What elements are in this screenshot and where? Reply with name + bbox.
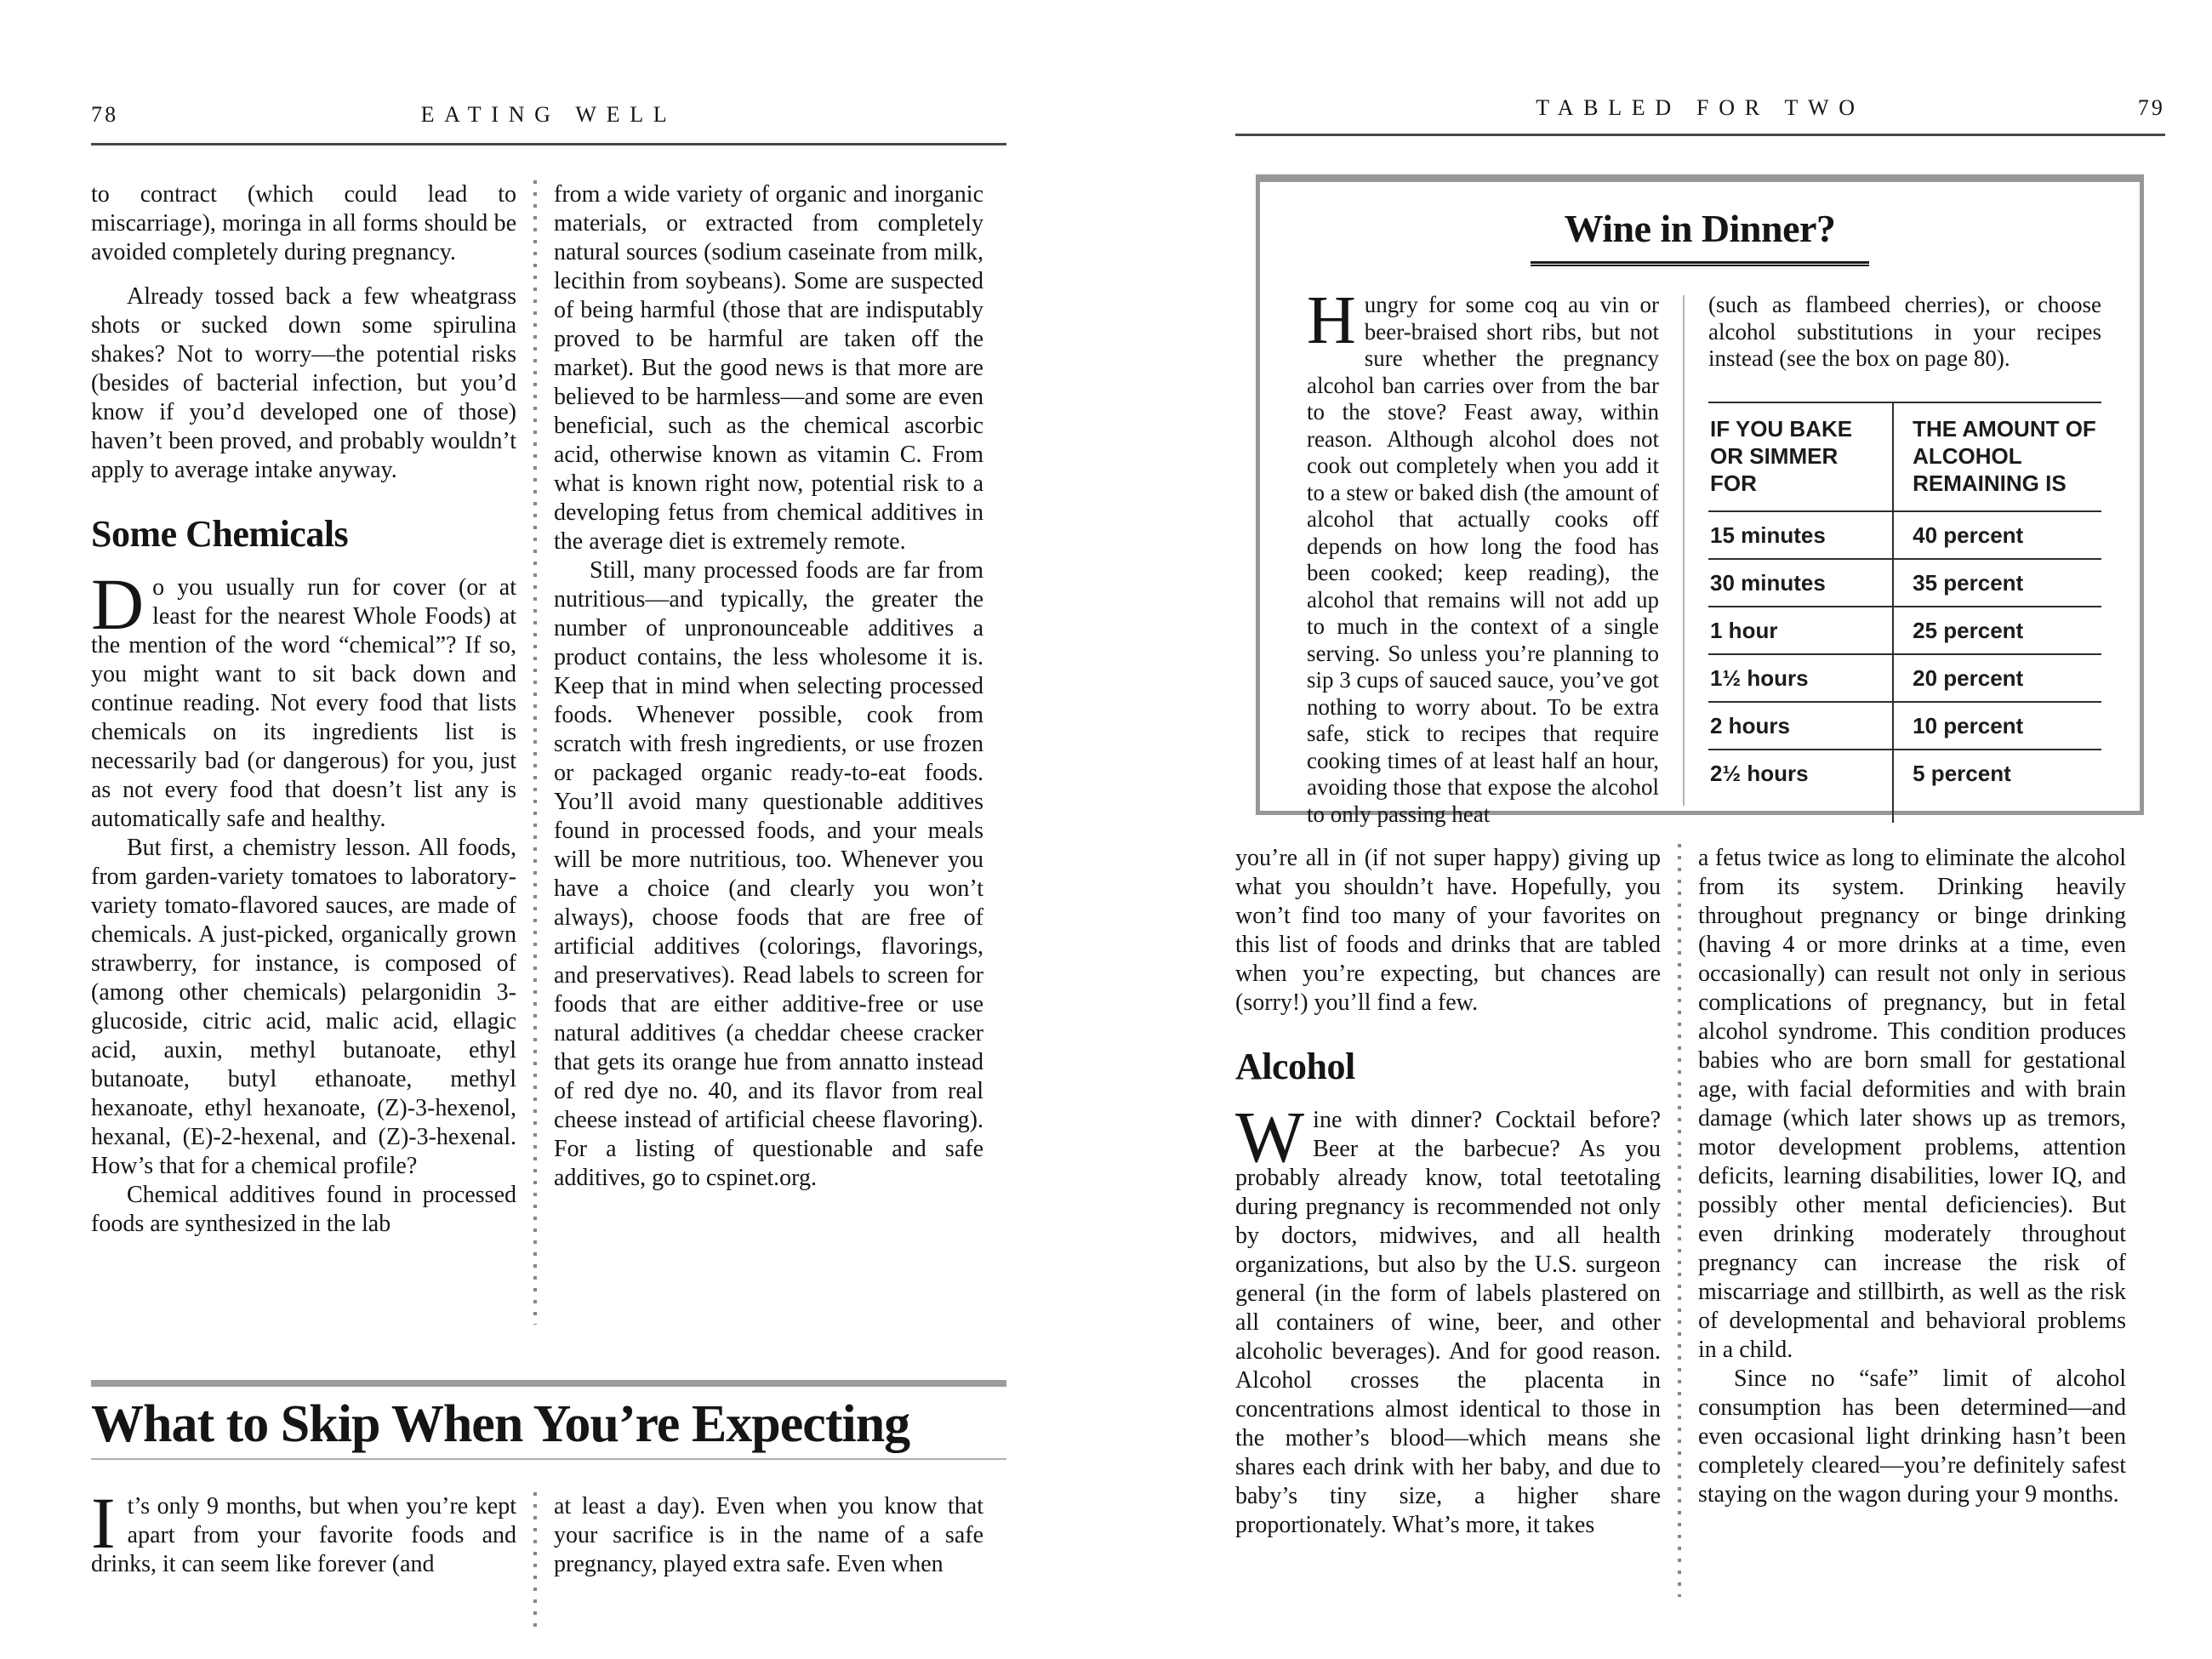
feature-heading: What to Skip When You’re Expecting [91,1395,910,1453]
paragraph: Already tossed back a few wheatgrass shots or sucked down some spirulina shakes? Not to worry—the potential risks (besides of bacterial infection, but you’d know if you’d developed one of those) haven’t been proved, and probably wouldn’t apply to average intake anyway. [91,283,516,483]
wine-box-column-2 [1708,292,2101,823]
alcohol-remaining-table [1708,402,2101,823]
paragraph [1307,283,1659,828]
paragraph [1235,1096,1661,1540]
paragraph: Chemical additives found in processed foods are synthesized in the lab [91,1182,516,1237]
paragraph-text: ine with dinner? Cocktail before? Beer at the barbecue? As you probably already know, total teetotaling during pregnancy is recommended not only by doctors, midwives, and all health organizations, but also by the U.S. surgeon general (in the form of labels plastered on all containers of wine, beer, and other alcoholic beverages). And for good reason. Alcohol crosses the placenta in concentrations almost identical to those in the mother’s blood—which means she shares each drink with her baby, and due to baby’s tiny size, a higher share proportionately. What’s more, it takes [1235,1107,1661,1538]
feature-column-2 [554,1492,983,1579]
table-cell: 1 hour [1708,607,1893,654]
table-row [1708,702,2101,750]
wine-box-title: Wine in Dinner? [1564,207,1836,250]
table-cell: 15 minutes [1708,511,1893,559]
page-number-left: 78 [91,102,119,127]
feature-column-1 [91,1482,516,1579]
wine-box-column-rule [1683,295,1685,806]
right-page-header [1235,95,2165,131]
paragraph: But first, a chemistry lesson. All foods, from garden-variety tomatoes to laboratory-variety tomato-flavored sauces, are made of chemicals. A just-picked, organically grown strawberry, for instance, is composed of (among other chemicals) pelargonidin 3-glucoside, citric acid, malic acid, ellagic acid, auxin, methyl butanoate, ethyl butanoate, butyl ethanoate, methyl hexanoate, ethyl hexanoate, (Z)-3-hexenol, hexanal, (E)-2-hexenal, and (Z)-3-hexenal. How’s that for a chemical profile? [91,835,516,1179]
feature-columns [91,1482,1006,1628]
table-cell: 1½ hours [1708,654,1893,702]
paragraph: Since no “safe” limit of alcohol consumption has been determined—and even occasional light drinking hasn’t been completely cleared—you’re definitely safest staying on the wagon during your 9 months. [1698,1365,2126,1508]
header-rule-right [1235,134,2165,136]
table-cell: 25 percent [1893,607,2101,654]
paragraph: Still, many processed foods are far from nutritious—and typically, the greater the number of unpronounceable additives a product contains, the less wholesome it is. Keep that in mind when selecting processed foods. Whenever possible, cook from scratch with fresh ingredients, or use frozen or packaged organic ready-to-eat foods. You’ll avoid many questionable additives found in processed foods, and your meals will be more nutritious, too. Whenever you have a choice (and clearly you won’t always), choose foods that are free of artificial additives (colorings, flavorings, and preservatives). Read labels to screen for foods that are either additive-free or use natural additives (a cheddar cheese cracker that gets its orange hue from annatto instead of red dye no. 40, and its flavor from real cheese instead of artificial cheese flavoring). For a listing of questionable and safe additives, go to cspinet.org. [554,557,983,1191]
paragraph: (such as flambeed cherries), or choose alcohol substitutions in your recipes instead (see the box on page 80). [1708,292,2101,371]
running-head-right: TABLED FOR TWO [1536,95,1865,120]
dropcap-i: I [91,1482,116,1564]
paragraph: a fetus twice as long to eliminate the alcohol from its system. Drinking heavily throughout pregnancy or binge drinking (having 4 or more drinks at a time, even occasionally) can result not only in serious complications of pregnancy, but in fetal alcohol syndrome. This condition produces babies who are born small for gestational age, with facial deformities and with brain damage (which later shows up as tremors, motor development problems, attention deficits, learning disabilities, lower IQ, and possibly other mental deficiencies). But even drinking moderately throughout pregnancy can increase the risk of miscarriage and stillbirth, as well as the risk of developmental and behavioral problems in a child. [1698,845,2126,1363]
dropcap-h: H [1307,283,1356,358]
paragraph-text: ungry for some coq au vin or beer-braised short ribs, but not sure whether the pregnancy alcohol ban carries over from the bar to the stove? Feast away, within reason. Although alcohol does not cook out completely when you add it to a stew or baked dish (the amount of alcohol that actually cooks off depends on how long the food has been cooked; keep reading), the alcohol that remains will not add up to much in the context of a single serving. So unless you’re planning to sip 3 cups of sauced sauce, you’ve got nothing to worry about. To be extra safe, stick to recipes that require cooking times of at least half an hour, avoiding those that expose the alcohol to only passing heat [1307,292,1659,827]
table-row [1708,559,2101,607]
some-chemicals-heading: Some Chemicals [91,513,349,555]
table-row [1708,607,2101,654]
table-header-row [1708,402,2101,511]
table-row [1708,750,2101,823]
feature-top-bar [91,1380,1006,1387]
table-header-cell: THE AMOUNT OF ALCOHOL REMAINING IS [1893,402,2101,511]
right-column-1 [1235,844,1661,1540]
table-cell: 2 hours [1708,702,1893,750]
table-cell: 2½ hours [1708,750,1893,823]
table-cell: 10 percent [1893,702,2101,750]
column-divider-dotted [533,1492,537,1628]
header-rule-left [91,143,1006,145]
left-page-header [91,102,1006,138]
paragraph: you’re all in (if not super happy) giving up what you shouldn’t have. Hopefully, you won’t find too many of your favorites on this list of foods and drinks that are tabled when you’re expecting, but chances are (sorry!) you’ll find a few. [1235,845,1661,1016]
feature-heading-rule [91,1458,1006,1460]
paragraph [91,1482,516,1579]
alcohol-heading: Alcohol [1235,1046,1355,1087]
right-page-columns [1235,844,2165,1597]
dropcap-d: D [91,563,145,645]
right-column-2 [1698,844,2126,1509]
column-divider-dotted [533,180,537,1325]
table-cell: 35 percent [1893,559,2101,607]
table-header-cell: IF YOU BAKE OR SIMMER FOR [1708,402,1893,511]
paragraph-text: o you usually run for cover (or at least for the nearest Whole Foods) at the mention of the word “chemical”? If so, you might want to sit back down and continue reading. Not every food that lists chemicals on its ingredients list is necessarily bad (or dangerous) for you, just as not every food that doesn’t list any is automatically safe and healthy. [91,574,516,832]
table-cell: 30 minutes [1708,559,1893,607]
left-page-columns [91,180,1006,1325]
paragraph: at least a day). Even when you know that your sacrifice is in the name of a safe pregnancy, played extra safe. Even when [554,1493,983,1577]
wine-in-dinner-box [1256,174,2144,827]
dropcap-w: W [1235,1096,1305,1177]
table-row [1708,511,2101,559]
left-column-1 [91,180,516,1239]
paragraph: from a wide variety of organic and inorganic materials, or extracted from completely natural sources (sodium caseinate from milk, lecithin from soybeans). Some are suspected of being harmful (those that are indisputably proved to be harmful are taken off the market). But the good news is that more are believed to be harmless—and some are even beneficial, such as the chemical ascorbic acid, otherwise known as vitamin C. From what is known right now, potential risk to a developing fetus from chemical additives in the average diet is extremely remote. [554,181,983,555]
table-row [1708,654,2101,702]
paragraph [91,563,516,834]
page-number-right: 79 [2137,95,2165,120]
table-cell: 5 percent [1893,750,2101,823]
wine-box-column-1 [1307,283,1659,828]
running-head-left: EATING WELL [420,102,677,127]
paragraph: to contract (which could lead to miscarriage), moringa in all forms should be avoided completely during pregnancy. [91,181,516,265]
paragraph-text: t’s only 9 months, but when you’re kept apart from your favorite foods and drinks, it can seem like forever (and [91,1493,516,1577]
table-cell: 40 percent [1893,511,2101,559]
left-column-2 [554,180,983,1193]
table-cell: 20 percent [1893,654,2101,702]
wine-box-body [1307,283,2101,828]
column-divider-dotted [1678,844,1681,1597]
wine-box-title-underline [1531,261,1869,266]
